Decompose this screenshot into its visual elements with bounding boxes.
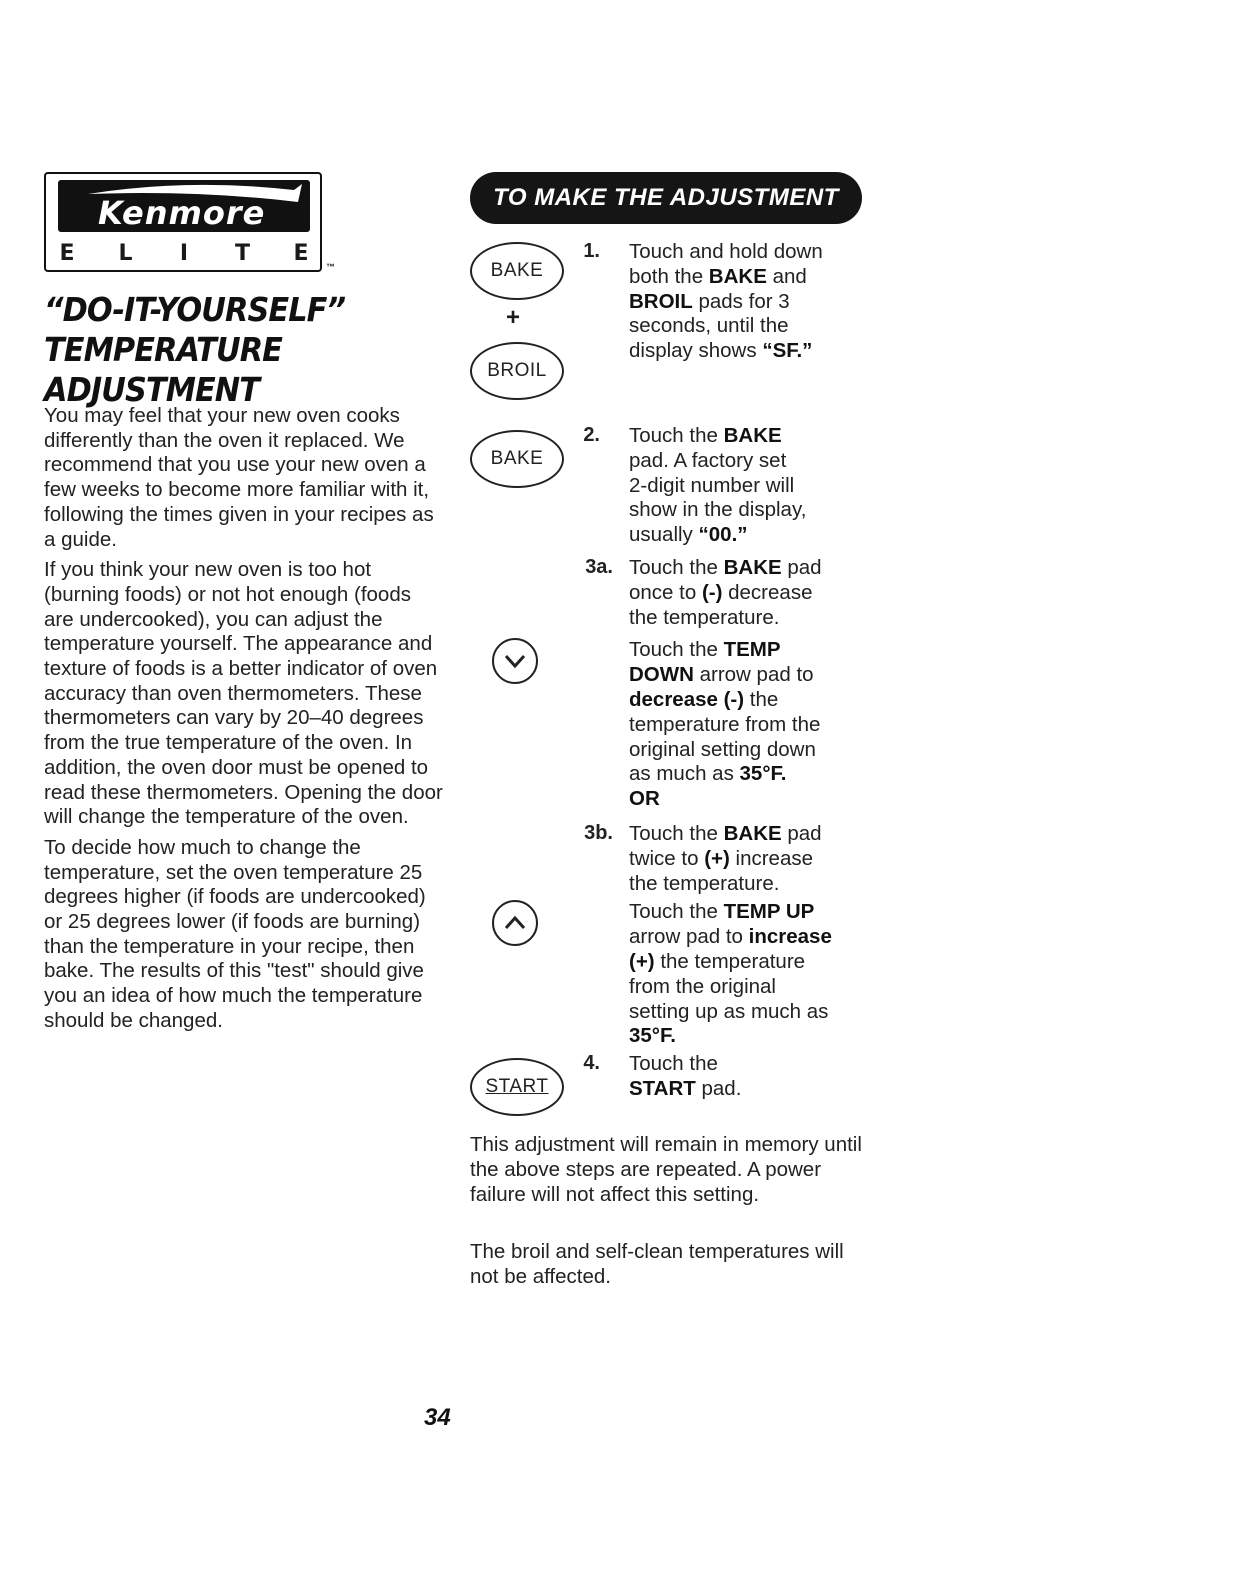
- temp-up-arrow-icon: [492, 900, 538, 946]
- step-number: 1.: [583, 240, 600, 262]
- intro-paragraph: You may feel that your new oven cooks differently than the oven it replaced. We recommend that you use your new oven a few weeks to become more familiar with it, following the times given in your recipes as a guide.: [44, 404, 434, 551]
- temp-down-arrow-icon: [492, 638, 538, 684]
- logo-elite-letter: L: [118, 241, 133, 266]
- page-title: [44, 290, 345, 410]
- step-3a: Touch the BAKE pad once to (-) decrease the temperature. Touch the TEMP DOWN arrow pad to decrease (-) the temperature from the original setting down as much as 35°F. OR: [629, 556, 822, 811]
- step-2: Touch the BAKE pad. A factory set 2-digit number will show in the display, usually “00.”: [629, 424, 807, 547]
- title-line: ADJUSTMENT: [44, 370, 260, 409]
- step-1: Touch and hold down both the BAKE and BROIL pads for 3 seconds, until the display shows “SF.”: [629, 240, 823, 363]
- step-4: Touch the START pad.: [629, 1052, 742, 1100]
- logo-brand: Kenmore: [98, 194, 266, 232]
- intro-text: [44, 404, 444, 1040]
- note-paragraph: This adjustment will remain in memory until the above steps are repeated. A power failure will not affect this setting.: [470, 1133, 862, 1206]
- logo-elite-letter: E: [59, 241, 75, 266]
- bake-pad: BAKE: [470, 242, 564, 300]
- step-number: 3b.: [584, 822, 613, 844]
- title-line: “DO-IT-YOURSELF”: [44, 290, 346, 329]
- section-banner: [470, 172, 862, 224]
- plus-sign: +: [506, 304, 521, 331]
- intro-paragraph: To decide how much to change the temperature, set the oven temperature 25 degrees higher (if foods are undercooked) or 25 degrees lower (if foods are burning) than the temperature in your recipe, then bake. The results of this "test" should give you an idea of how much the temperature should be changed.: [44, 835, 426, 1032]
- intro-paragraph: If you think your new oven is too hot (burning foods) or not hot enough (foods are undercooked), you can adjust the temperature yourself. The appearance and texture of foods is a better indicator of oven accuracy than oven thermometers. These thermometers can vary by 20–40 degrees from the true temperature of the oven. In addition, the oven door must be opened to read these thermometers. Opening the door will change the temperature of the oven.: [44, 558, 443, 829]
- logo-band: [58, 180, 310, 232]
- kenmore-elite-logo: [44, 172, 322, 272]
- bake-pad: BAKE: [470, 430, 564, 488]
- step-3b: Touch the BAKE pad twice to (+) increase the temperature. Touch the TEMP UP arrow pad to increase (+) the temperature from the original setting up as much as 35°F.: [629, 822, 832, 1048]
- page-number: 34: [424, 1404, 451, 1431]
- title-line: TEMPERATURE: [44, 330, 282, 369]
- trademark: ™: [326, 262, 335, 272]
- step-number: 3a.: [585, 556, 613, 578]
- logo-elite: [54, 241, 314, 266]
- start-pad: START: [470, 1058, 564, 1116]
- step-number: 2.: [583, 424, 600, 446]
- step-number: 4.: [583, 1052, 600, 1074]
- logo-elite-letter: T: [234, 241, 250, 266]
- banner-text: TO MAKE THE ADJUSTMENT: [493, 184, 839, 211]
- logo-elite-letter: I: [179, 241, 189, 266]
- broil-pad: BROIL: [470, 342, 564, 400]
- note-paragraph: The broil and self-clean temperatures will not be affected.: [470, 1240, 844, 1288]
- logo-elite-letter: E: [293, 241, 309, 266]
